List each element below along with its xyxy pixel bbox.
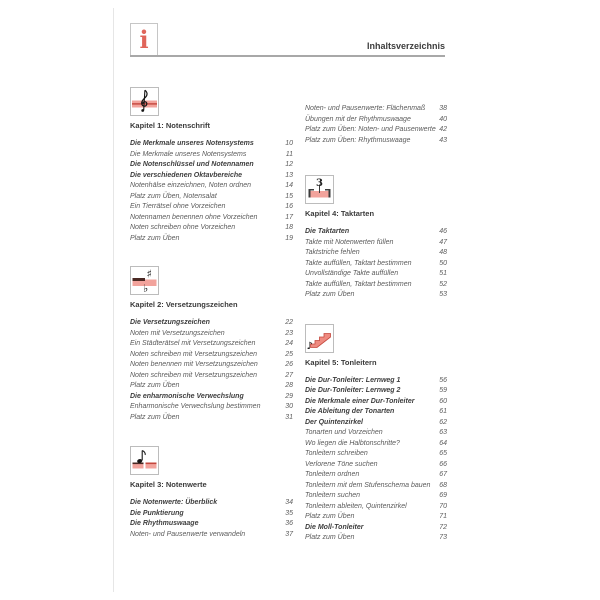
toc-entry-title: Der Quintenzirkel — [305, 418, 363, 426]
toc-entry-title: Noten benennen mit Versetzungszeichen — [130, 361, 258, 368]
svg-text:♯: ♯ — [146, 267, 152, 281]
toc-entry — [305, 428, 447, 439]
toc-entry-title: Tonleitern suchen — [305, 492, 361, 499]
toc-entry-page: 15 — [285, 192, 293, 200]
toc-entry-page: 23 — [285, 329, 293, 337]
chapter-heading: Kapitel 2: Versetzungszeichen — [130, 300, 238, 309]
toc-entry — [130, 519, 293, 530]
toc-entry — [305, 470, 447, 481]
toc-entry-title: Die Punktierung — [130, 509, 184, 517]
svg-text:3: 3 — [316, 178, 323, 189]
toc-entry — [305, 248, 447, 259]
toc-entry-page: 46 — [439, 228, 447, 235]
toc-entry-page: 69 — [439, 492, 447, 499]
toc-entry-page: 73 — [439, 534, 447, 541]
toc-entry-title: Die Notenschlüssel und Notennamen — [130, 161, 254, 168]
toc-entry-page: 25 — [285, 350, 293, 358]
toc-entry-title: Verlorene Töne suchen — [305, 460, 378, 468]
toc-entry — [130, 392, 293, 403]
toc-entry-page: 50 — [439, 259, 447, 267]
toc-entry-title: Die verschiedenen Oktavbereiche — [130, 171, 243, 179]
toc-entry-title: Unvollständige Takte auffüllen — [305, 270, 399, 277]
chapter-heading: Kapitel 5: Tonleitern — [305, 357, 377, 367]
toc-entry-title: Übungen mit der Rhythmuswaage — [305, 115, 411, 123]
toc-entry-page: 11 — [285, 150, 293, 158]
toc-entry-page: 67 — [439, 471, 447, 478]
toc-entry — [305, 227, 447, 238]
toc-entry-title: Ein Tierrätsel ohne Vorzeichen — [130, 203, 226, 210]
toc-entry-title: Wo liegen die Halbtonschritte? — [305, 439, 400, 447]
quarter-note-icon — [130, 446, 159, 475]
toc-entry-page: 64 — [439, 439, 447, 447]
toc-entry-title: Takte auffüllen, Taktart bestimmen — [305, 280, 412, 288]
toc-entry — [130, 509, 293, 520]
toc-entry-page: 12 — [285, 161, 293, 168]
info-icon-glyph: i — [139, 25, 149, 54]
toc-entry-title: Die Taktarten — [305, 228, 350, 235]
svg-text:♪: ♪ — [306, 340, 313, 352]
toc-entry-page: 31 — [285, 413, 293, 421]
toc-entry-title: Platz zum Üben — [305, 534, 355, 541]
toc-entry — [130, 381, 293, 392]
chapter-heading: Kapitel 4: Taktarten — [305, 209, 375, 218]
toc-entry-title: Tonleitern mit dem Stufenschema bauen — [305, 481, 431, 489]
toc-entry-title: Ein Städterätsel mit Versetzungszeichen — [130, 340, 256, 347]
toc-entry-title: Platz zum Üben, Notensalat — [130, 192, 217, 200]
time-signature-icon — [305, 175, 334, 204]
toc-entry-page: 66 — [439, 460, 447, 468]
toc-entry-title: Die Merkmale einer Dur-Tonleiter — [305, 397, 415, 405]
toc-entry-page: 24 — [285, 340, 293, 347]
toc-entry — [305, 104, 447, 115]
toc-entry-title: Die Rhythmuswaage — [130, 520, 199, 527]
toc-entry-title: Die Ableitung der Tonarten — [305, 408, 395, 415]
toc-entry — [130, 171, 293, 182]
toc-entry-page: 35 — [285, 509, 293, 517]
toc-entry-title: Platz zum Üben: Noten- und Pausenwerte — [305, 126, 436, 133]
page-edge-line — [113, 8, 114, 592]
toc-entry-title: Takte mit Notenwerten füllen — [305, 238, 394, 246]
toc-entry — [305, 136, 447, 147]
toc-entry-title: Platz zum Üben — [130, 234, 180, 242]
toc-entry — [305, 238, 447, 249]
toc-entry-page: 60 — [439, 397, 447, 405]
toc-entry — [130, 202, 293, 213]
toc-entry-page: 51 — [439, 270, 447, 277]
toc-entry-page: 62 — [439, 418, 447, 426]
toc-entry-page: 10 — [285, 140, 293, 147]
toc-entry-title: Die enharmonische Verwechslung — [130, 392, 244, 400]
toc-entry-title: Tonarten und Vorzeichen — [305, 429, 383, 436]
toc-entry-title: Die Dur-Tonleiter: Lernweg 1 — [305, 376, 401, 384]
chapter-block — [130, 446, 293, 540]
toc-entry-title: Die Dur-Tonleiter: Lernweg 2 — [305, 387, 401, 394]
toc-entry — [130, 402, 293, 413]
toc-entry-page: 72 — [439, 523, 447, 531]
toc-entry-title: Enharmonische Verwechslung bestimmen — [130, 403, 261, 410]
toc-entry — [305, 523, 447, 534]
chapter-block — [130, 87, 293, 244]
toc-entry-title: Platz zum Üben — [130, 413, 180, 421]
toc-entry-page: 42 — [439, 126, 447, 133]
toc-entry-page: 40 — [439, 115, 447, 123]
toc-entry-page: 16 — [285, 203, 293, 210]
toc-entry-page: 48 — [439, 249, 447, 256]
toc-entry — [130, 339, 293, 350]
toc-entry — [130, 192, 293, 203]
toc-entry-title: Platz zum Üben: Rhythmuswaage — [305, 136, 411, 144]
toc-entry — [305, 115, 447, 126]
toc-entry-page: 56 — [439, 376, 447, 384]
toc-entry-title: Taktstriche fehlen — [305, 249, 360, 256]
toc-entry-title: Takte auffüllen, Taktart bestimmen — [305, 259, 412, 267]
toc-entry-page: 29 — [285, 392, 293, 400]
toc-entry-page: 52 — [439, 280, 447, 288]
toc-entry — [305, 259, 447, 270]
toc-entry-page: 22 — [285, 319, 293, 326]
toc-entry-title: Die Notenwerte: Überblick — [130, 499, 218, 506]
toc-entry-title: Tonleitern ableiten, Quintenzirkel — [305, 502, 407, 510]
toc-entry-title: Noten- und Pausenwerte: Flächenmaß — [305, 105, 426, 112]
toc-entry — [130, 318, 293, 329]
toc-entry-page: 26 — [285, 361, 293, 368]
toc-entry — [305, 280, 447, 291]
toc-entry-page: 38 — [439, 105, 447, 112]
toc-entry-page: 18 — [285, 224, 293, 231]
toc-entry — [305, 269, 447, 280]
chapter-block — [305, 324, 447, 544]
toc-entry — [130, 413, 293, 424]
toc-entry-title: Tonleitern ordnen — [305, 471, 360, 478]
toc-entry — [305, 533, 447, 544]
toc-entry-title: Platz zum Üben — [130, 382, 180, 389]
toc-entry-title: Die Versetzungszeichen — [130, 319, 210, 326]
toc-entry — [130, 360, 293, 371]
toc-entry-title: Noten- und Pausenwerte verwandeln — [130, 530, 246, 538]
toc-entry — [305, 460, 447, 471]
toc-entry-title: Noten schreiben mit Versetzungszeichen — [130, 371, 257, 379]
toc-entry-title: Platz zum Üben — [305, 513, 355, 520]
toc-entry-page: 63 — [439, 429, 447, 436]
toc-entry — [130, 213, 293, 224]
svg-text:♭: ♭ — [143, 282, 149, 294]
toc-entry — [130, 371, 293, 382]
toc-entry — [305, 376, 447, 387]
toc-entry-title: Notenhälse einzeichnen, Noten ordnen — [130, 182, 252, 189]
toc-entry-title: Tonleitern schreiben — [305, 450, 368, 457]
toc-entry — [305, 418, 447, 429]
toc-entry-page: 13 — [285, 171, 293, 179]
toc-entry-page: 61 — [439, 408, 447, 415]
toc-entry — [130, 329, 293, 340]
toc-entry-page: 27 — [285, 371, 293, 379]
scale-stairs-icon — [305, 324, 334, 353]
toc-entry-title: Noten schreiben mit Versetzungszeichen — [130, 350, 257, 358]
page-title: Inhaltsverzeichnis — [366, 41, 445, 51]
toc-entry — [130, 181, 293, 192]
toc-entry-title: Notennamen benennen ohne Vorzeichen — [130, 213, 258, 221]
toc-entry — [305, 481, 447, 492]
toc-entry-page: 14 — [285, 182, 293, 189]
toc-entry-page: 28 — [285, 382, 293, 389]
toc-entry-page: 71 — [439, 513, 447, 520]
toc-entry-page: 17 — [285, 213, 293, 221]
toc-entry-page: 59 — [439, 387, 447, 394]
toc-entry-title: Die Merkmale unseres Notensystems — [130, 150, 247, 158]
toc-entry — [305, 439, 447, 450]
toc-entry-title: Die Moll-Tonleiter — [305, 523, 364, 531]
toc-entry — [305, 502, 447, 513]
toc-entry — [130, 350, 293, 361]
toc-entry — [130, 160, 293, 171]
chapter-heading: Kapitel 1: Notenschrift — [130, 121, 211, 130]
toc-entry — [130, 139, 293, 150]
toc-entry-page: 30 — [285, 403, 293, 410]
toc-entry — [130, 530, 293, 541]
toc-column-right — [305, 0, 447, 544]
toc-entry — [130, 223, 293, 234]
toc-entry-title: Noten mit Versetzungszeichen — [130, 329, 225, 337]
toc-entry-title: Die Merkmale unseres Notensystems — [130, 140, 254, 147]
chapter-continuation-block — [305, 104, 447, 146]
toc-entry-page: 70 — [439, 502, 447, 510]
chapter-block — [130, 266, 293, 423]
toc-entry-page: 53 — [439, 291, 447, 298]
toc-entry — [305, 125, 447, 136]
treble-clef-icon — [130, 87, 159, 116]
toc-entry — [305, 407, 447, 418]
toc-entry-page: 68 — [439, 481, 447, 489]
toc-entry-page: 34 — [285, 499, 293, 506]
toc-entry — [130, 150, 293, 161]
toc-entry — [130, 234, 293, 245]
toc-entry-page: 37 — [285, 530, 293, 538]
toc-entry-page: 19 — [285, 234, 293, 242]
toc-entry — [305, 491, 447, 502]
toc-column-left — [130, 0, 293, 540]
toc-entry — [305, 512, 447, 523]
chapter-heading: Kapitel 3: Notenwerte — [130, 480, 207, 489]
toc-entry — [305, 449, 447, 460]
chapter-block — [305, 175, 447, 301]
toc-entry-title: Platz zum Üben — [305, 291, 355, 298]
toc-entry-page: 36 — [285, 520, 293, 527]
toc-entry-title: Noten schreiben ohne Vorzeichen — [130, 224, 236, 231]
toc-entry-page: 43 — [439, 136, 447, 144]
toc-entry-page: 65 — [439, 450, 447, 457]
toc-entry — [305, 290, 447, 301]
toc-entry — [130, 498, 293, 509]
accidentals-icon — [130, 266, 159, 295]
toc-entry — [305, 397, 447, 408]
toc-entry-page: 47 — [439, 238, 447, 246]
toc-entry — [305, 386, 447, 397]
